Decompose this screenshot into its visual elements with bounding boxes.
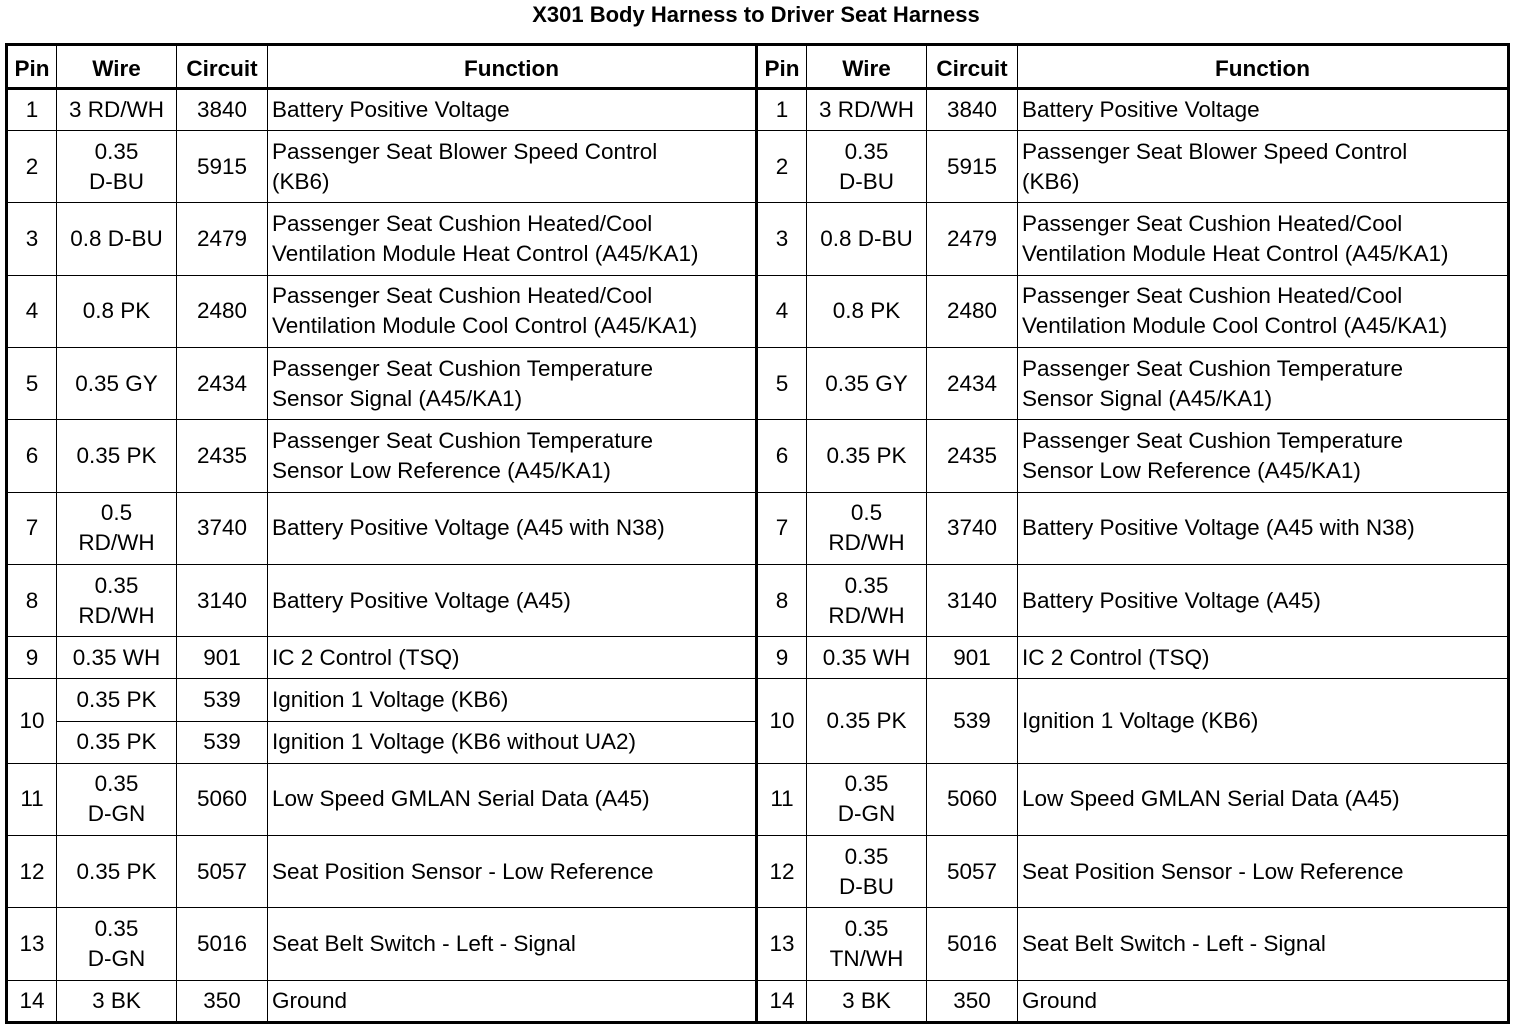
wire-cell: 0.35 RD/WH [807,564,927,636]
wire-cell: 0.35 D-BU [57,131,177,203]
wire-cell: 0.35 PK [57,836,177,908]
function-cell: Battery Positive Voltage (A45 with N38) [268,492,757,564]
circuit-cell: 539 [927,679,1018,763]
circuit-cell: 901 [177,637,268,679]
function-cell: Passenger Seat Cushion Heated/Cool Ventilation Module Heat Control (A45/KA1) [268,203,757,275]
document-title: X301 Body Harness to Driver Seat Harness [532,2,980,27]
wire-cell: 0.35 PK [57,721,177,763]
table-row [7,836,1509,908]
header-circuit: Circuit [927,45,1018,89]
wire-cell: 0.8 D-BU [807,203,927,275]
wire-cell: 0.8 PK [807,275,927,347]
table-row [7,420,1509,492]
pin-cell: 10 [757,679,807,763]
table-row [7,679,1509,721]
function-cell: Seat Belt Switch - Left - Signal [268,908,757,980]
header-wire: Wire [807,45,927,89]
function-cell: IC 2 Control (TSQ) [1018,637,1509,679]
pin-cell: 2 [757,131,807,203]
wire-cell: 0.35 D-GN [57,908,177,980]
circuit-cell: 2480 [927,275,1018,347]
pin-cell: 13 [7,908,57,980]
header-wire: Wire [57,45,177,89]
wire-cell: 0.5 RD/WH [807,492,927,564]
header-circuit: Circuit [177,45,268,89]
circuit-cell: 2434 [927,348,1018,420]
function-cell: Ignition 1 Voltage (KB6 without UA2) [268,721,757,763]
function-cell: Passenger Seat Cushion Heated/Cool Ventilation Module Heat Control (A45/KA1) [1018,203,1509,275]
pin-cell: 8 [7,564,57,636]
circuit-cell: 3840 [927,89,1018,131]
circuit-cell: 2434 [177,348,268,420]
pin-cell: 2 [7,131,57,203]
wire-cell: 3 RD/WH [807,89,927,131]
circuit-cell: 5057 [177,836,268,908]
header-pin: Pin [7,45,57,89]
function-cell: Battery Positive Voltage (A45) [1018,564,1509,636]
pin-cell: 14 [757,980,807,1022]
wire-cell: 3 BK [57,980,177,1022]
wire-cell: 0.35 D-BU [807,836,927,908]
pin-cell: 9 [7,637,57,679]
pin-cell: 10 [7,679,57,763]
function-cell: Battery Positive Voltage [1018,89,1509,131]
circuit-cell: 3740 [177,492,268,564]
function-cell: Seat Position Sensor - Low Reference [268,836,757,908]
function-cell: Low Speed GMLAN Serial Data (A45) [268,763,757,835]
wire-cell: 0.35 D-BU [807,131,927,203]
wire-cell: 0.35 PK [807,420,927,492]
function-cell: Passenger Seat Cushion Heated/Cool Ventilation Module Cool Control (A45/KA1) [268,275,757,347]
function-cell: Passenger Seat Blower Speed Control (KB6) [1018,131,1509,203]
circuit-cell: 350 [927,980,1018,1022]
table-row [7,89,1509,131]
pin-cell: 7 [7,492,57,564]
function-cell: Ignition 1 Voltage (KB6) [268,679,757,721]
pin-cell: 12 [757,836,807,908]
function-cell: Ground [268,980,757,1022]
pin-cell: 5 [757,348,807,420]
wire-cell: 3 RD/WH [57,89,177,131]
pin-cell: 1 [757,89,807,131]
table-row [7,203,1509,275]
function-cell: Low Speed GMLAN Serial Data (A45) [1018,763,1509,835]
circuit-cell: 5915 [177,131,268,203]
table-row [7,763,1509,835]
pin-cell: 6 [757,420,807,492]
table-row [7,564,1509,636]
circuit-cell: 2480 [177,275,268,347]
circuit-cell: 2435 [927,420,1018,492]
circuit-cell: 3140 [927,564,1018,636]
circuit-cell: 3140 [177,564,268,636]
table-row [7,980,1509,1022]
wire-cell: 0.35 D-GN [57,763,177,835]
wire-cell: 0.35 GY [807,348,927,420]
pin-cell: 1 [7,89,57,131]
wire-cell: 0.8 D-BU [57,203,177,275]
wire-cell: 0.5 RD/WH [57,492,177,564]
table-row [7,492,1509,564]
function-cell: Passenger Seat Cushion Temperature Sensor Low Reference (A45/KA1) [268,420,757,492]
table-row [7,131,1509,203]
circuit-cell: 5060 [927,763,1018,835]
circuit-cell: 2479 [177,203,268,275]
function-cell: Passenger Seat Cushion Temperature Sensor Signal (A45/KA1) [268,348,757,420]
pin-cell: 3 [757,203,807,275]
function-cell: Battery Positive Voltage (A45) [268,564,757,636]
pin-cell: 7 [757,492,807,564]
pin-cell: 4 [7,275,57,347]
pin-cell: 8 [757,564,807,636]
header-function: Function [268,45,757,89]
circuit-cell: 5057 [927,836,1018,908]
circuit-cell: 3740 [927,492,1018,564]
function-cell: IC 2 Control (TSQ) [268,637,757,679]
wire-cell: 0.35 WH [57,637,177,679]
wire-cell: 3 BK [807,980,927,1022]
function-cell: Seat Position Sensor - Low Reference [1018,836,1509,908]
table-row [7,348,1509,420]
table-row [7,908,1509,980]
wire-cell: 0.35 D-GN [807,763,927,835]
circuit-cell: 5915 [927,131,1018,203]
circuit-cell: 350 [177,980,268,1022]
wire-cell: 0.35 TN/WH [807,908,927,980]
circuit-cell: 2479 [927,203,1018,275]
pin-cell: 9 [757,637,807,679]
pinout-table [5,43,1510,1024]
function-cell: Battery Positive Voltage [268,89,757,131]
circuit-cell: 539 [177,721,268,763]
wire-cell: 0.35 PK [57,679,177,721]
function-cell: Ground [1018,980,1509,1022]
pin-cell: 11 [7,763,57,835]
pin-cell: 13 [757,908,807,980]
pin-cell: 6 [7,420,57,492]
wire-cell: 0.35 PK [807,679,927,763]
pin-cell: 4 [757,275,807,347]
pin-cell: 3 [7,203,57,275]
circuit-cell: 5016 [927,908,1018,980]
circuit-cell: 2435 [177,420,268,492]
wire-cell: 0.35 RD/WH [57,564,177,636]
wire-cell: 0.35 GY [57,348,177,420]
circuit-cell: 539 [177,679,268,721]
pin-cell: 5 [7,348,57,420]
function-cell: Passenger Seat Cushion Temperature Sensor Signal (A45/KA1) [1018,348,1509,420]
header-pin: Pin [757,45,807,89]
function-cell: Ignition 1 Voltage (KB6) [1018,679,1509,763]
function-cell: Passenger Seat Cushion Temperature Sensor Low Reference (A45/KA1) [1018,420,1509,492]
function-cell: Passenger Seat Blower Speed Control (KB6) [268,131,757,203]
function-cell: Passenger Seat Cushion Heated/Cool Ventilation Module Cool Control (A45/KA1) [1018,275,1509,347]
table-body [7,89,1509,1023]
wire-cell: 0.35 WH [807,637,927,679]
table-row [7,275,1509,347]
circuit-cell: 901 [927,637,1018,679]
header-row [7,45,1509,89]
function-cell: Seat Belt Switch - Left - Signal [1018,908,1509,980]
pin-cell: 14 [7,980,57,1022]
circuit-cell: 3840 [177,89,268,131]
table-row [7,637,1509,679]
header-function: Function [1018,45,1509,89]
pin-cell: 12 [7,836,57,908]
wire-cell: 0.35 PK [57,420,177,492]
pin-cell: 11 [757,763,807,835]
wire-cell: 0.8 PK [57,275,177,347]
function-cell: Battery Positive Voltage (A45 with N38) [1018,492,1509,564]
circuit-cell: 5060 [177,763,268,835]
circuit-cell: 5016 [177,908,268,980]
